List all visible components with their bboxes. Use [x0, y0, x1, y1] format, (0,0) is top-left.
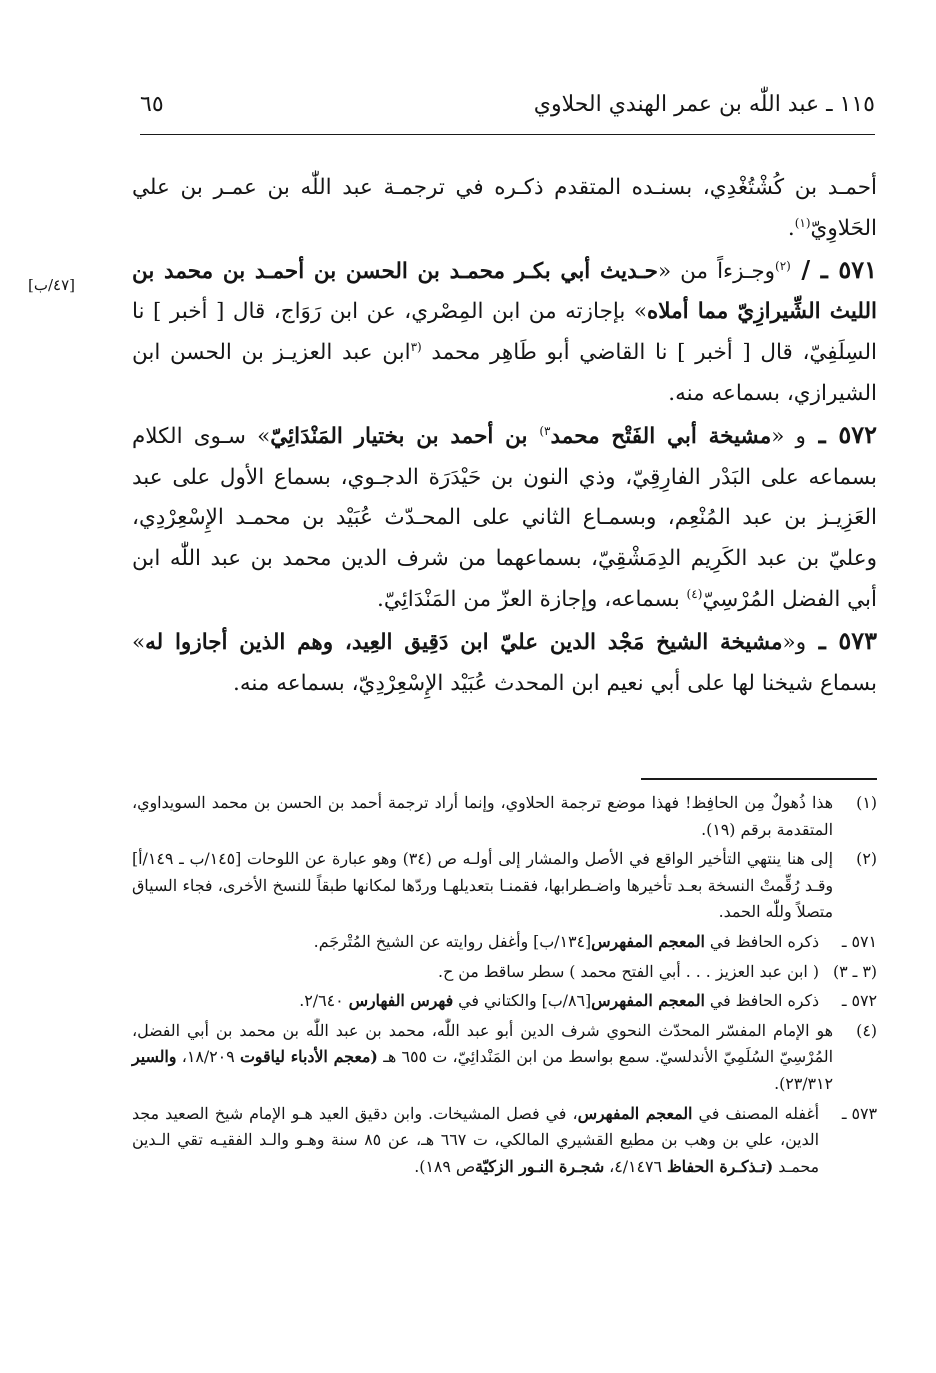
footnote-572 — [132, 988, 877, 1015]
entry-number: ٥٧١ ـ / — [790, 254, 877, 284]
book-title: شجـرة النـور الزكيّة — [474, 1156, 605, 1176]
footnote-ref: (٣ — [410, 340, 422, 355]
paragraph-text: أحمـد بن كُشْتُغْدِي، بسنـده المتقدم ذكـره في ترجمـة عبد اللّٰه بن عمـر بن علي الحَلاوِيّ — [132, 175, 877, 241]
page-number: ٦٥ — [140, 92, 164, 117]
footnote-text: ذكره الحافظ في — [704, 991, 819, 1011]
book-title: (تـذكـرة الحفاظ — [667, 1156, 774, 1176]
footnote-ref: (٤) — [686, 586, 703, 601]
entry-text: » بإجازته من ابن المِصْري، عن ابن رَوَاج، قال [ أخبر ] نا السِلَفِيّ، قال [ أخبر ] نا القاضي أبو طَاهِر محمد — [132, 299, 877, 366]
book-title: المعجم المفهرس — [591, 991, 705, 1011]
footnote-text: إلى هنا ينتهي التأخير الواقع في الأصل والمشار إلى أولـه ص (٣٤) وهو عبارة عن اللوحات [١٤٥/ب ـ ١٤٩/أ] وقـد رُقِّمتْ النسخة بعـد تأخيرها واضـطرابها، فقمنـا بتعديلهـا وردّها لمكانها طبقاً للنسخ الأخرى، فجاء السياق متصلاً وللّٰه الحمد. — [132, 849, 833, 922]
entry-text: و « — [771, 423, 806, 449]
book-title: المعجم المفهرس — [577, 1103, 693, 1123]
footnote-separator — [641, 778, 877, 780]
footnote-text: هو الإمام المفسّر المحدّث النحوي شرف الدين أبو عبد اللّٰه، محمد بن عبد اللّٰه بن محمد بن أبي الفضل، المُرْسِيّ السُلَمِيّ الأندلسيّ. سمع بواسط من ابن المَنْدائِيّ، ت ٦٥٥ هـ — [132, 1020, 833, 1067]
entry-title: مشيخة أبي الفَتْح محمد — [550, 423, 772, 449]
footnote-text: ٢/٦٤٠. — [299, 991, 349, 1011]
book-title: (معجم الأدباء لياقوت — [239, 1047, 378, 1067]
paragraph-end: . — [787, 215, 795, 241]
footnote-ref: (٢) — [775, 258, 791, 273]
entry-number: ٥٧٣ ـ — [806, 625, 877, 655]
footnote-3 — [132, 959, 877, 986]
footnote-ref: (١) — [794, 215, 811, 230]
book-title: والسير — [132, 1047, 177, 1067]
footnote-text: ٤/١٤٧٦، — [604, 1156, 668, 1176]
footnote-text: ١٨/٢٠٩، — [176, 1047, 240, 1067]
footnote-573 — [132, 1101, 877, 1181]
entry-573 — [132, 621, 877, 705]
entry-number: ٥٧٢ ـ — [805, 419, 878, 449]
footnote-text: [١٣٤/ب] وأغفل روايته عن الشيخ المُتْرجَم. — [313, 931, 592, 951]
footnote-text: ذكره الحافظ في — [704, 931, 819, 951]
footnote-label: (٤) — [856, 1020, 877, 1040]
footnote-text: هذا ذُهولٌ مِن الحافِظ! فهذا موضع ترجمة الحلاوي، وإنما أراد ترجمة أحمد بن الحسن بن محمد السويداوي، المتقدمة برقم (١٩). — [132, 793, 833, 839]
entry-text: وجـزءاً من « — [657, 258, 775, 284]
footnote-571 — [132, 929, 877, 956]
footnote-label: (١) — [856, 793, 877, 812]
book-title: المعجم المفهرس — [591, 931, 705, 951]
footnote-1 — [132, 790, 877, 843]
entry-title: حـديث أبي بكـر محمـد بن الحسن بن أحمـد بن محمد بن الليث الشِّيرازِيّ مما أملاه — [132, 258, 877, 325]
entry-text: و« — [782, 629, 807, 655]
footnote-4 — [132, 1018, 877, 1098]
footnote-label: (٣ ـ ٣) — [832, 961, 877, 981]
paragraph-continuation — [132, 168, 877, 250]
entry-text: بسماعه، وإجازة العزّ من المَنْدَائِيّ. — [377, 586, 687, 612]
footnote-label: ٥٧١ ـ — [841, 931, 877, 951]
footnote-label: ٥٧٢ ـ — [841, 991, 877, 1011]
entry-text: » سـوى الكلام بسماعه على البَدْر الفارِقِيّ، وذي النون بن حَيْدَرَة الدجـوي، بسماع الأول على عبد العَزِيـز بن عبد المُنْعِم، وبسمـاع الثاني على المحـدّث عُبَيْد بن محمـد الإِسْعِرْدِي، وعليّ بن عبد الكَرِيم الدِمَشْقِيّ، بسماعهما من شرف الدين محمد بن عبد اللّٰه ابن أبي الفضل المُرْسِيّ — [132, 423, 877, 612]
footnote-label: ٥٧٣ ـ — [841, 1103, 877, 1123]
entry-title: بن أحمد بن بختيار المَنْدَائِيّ — [270, 423, 540, 449]
footnote-text: ص ١٨٩). — [414, 1156, 475, 1176]
footnote-label: (٢) — [856, 849, 877, 869]
header-rule — [140, 134, 875, 135]
footnote-ref: ٣) — [539, 423, 551, 438]
entry-572 — [132, 415, 877, 621]
chapter-title: ١١٥ ـ عبد اللّٰه بن عمر الهندي الحلاوي — [533, 92, 875, 117]
entry-text: » بسماع شيخنا لها على أبي نعيم ابن المحدث عُبَيْد الإِسْعِرْدِيّ، بسماعه منه. — [132, 629, 877, 696]
book-title: فهرس الفهارس — [348, 991, 454, 1011]
entry-571 — [132, 250, 877, 415]
footnotes — [132, 790, 877, 1183]
footnote-text: ، في فصل المشيخات. وابن دقيق العيد هـو الإمام شيخ الصعيد مجد الدين، علي بن وهب بن مطيع القشيري المالكي، ت ٦٦٧ هـ، عن ٨٥ سنة وهـو والـد الفقيـه تقي الـدين محمـد — [132, 1103, 819, 1176]
footnote-text: أغفله المصنف في — [692, 1103, 819, 1123]
footnote-text: ( ابن عبد العزيز . . . أبي الفتح محمد ) سطر ساقط من ح. — [437, 961, 819, 981]
entry-title: مشيخة الشيخ مَجْد الدين عليّ ابن دَقِيق العِيد، وهم الذين أجازوا له — [145, 629, 783, 655]
footnote-2 — [132, 846, 877, 926]
running-header — [140, 88, 875, 132]
footnote-text: [٨٦/ب] والكتاني في — [453, 991, 592, 1011]
main-text — [132, 168, 877, 704]
footnote-text: ٢٣/٣١٢). — [774, 1073, 833, 1093]
manuscript-folio-reference: [٤٧/ب] — [28, 276, 76, 294]
entry-text: ابن عبد العزيـز بن الحسن ابن الشيرازي، بسماعه منه. — [132, 340, 877, 406]
